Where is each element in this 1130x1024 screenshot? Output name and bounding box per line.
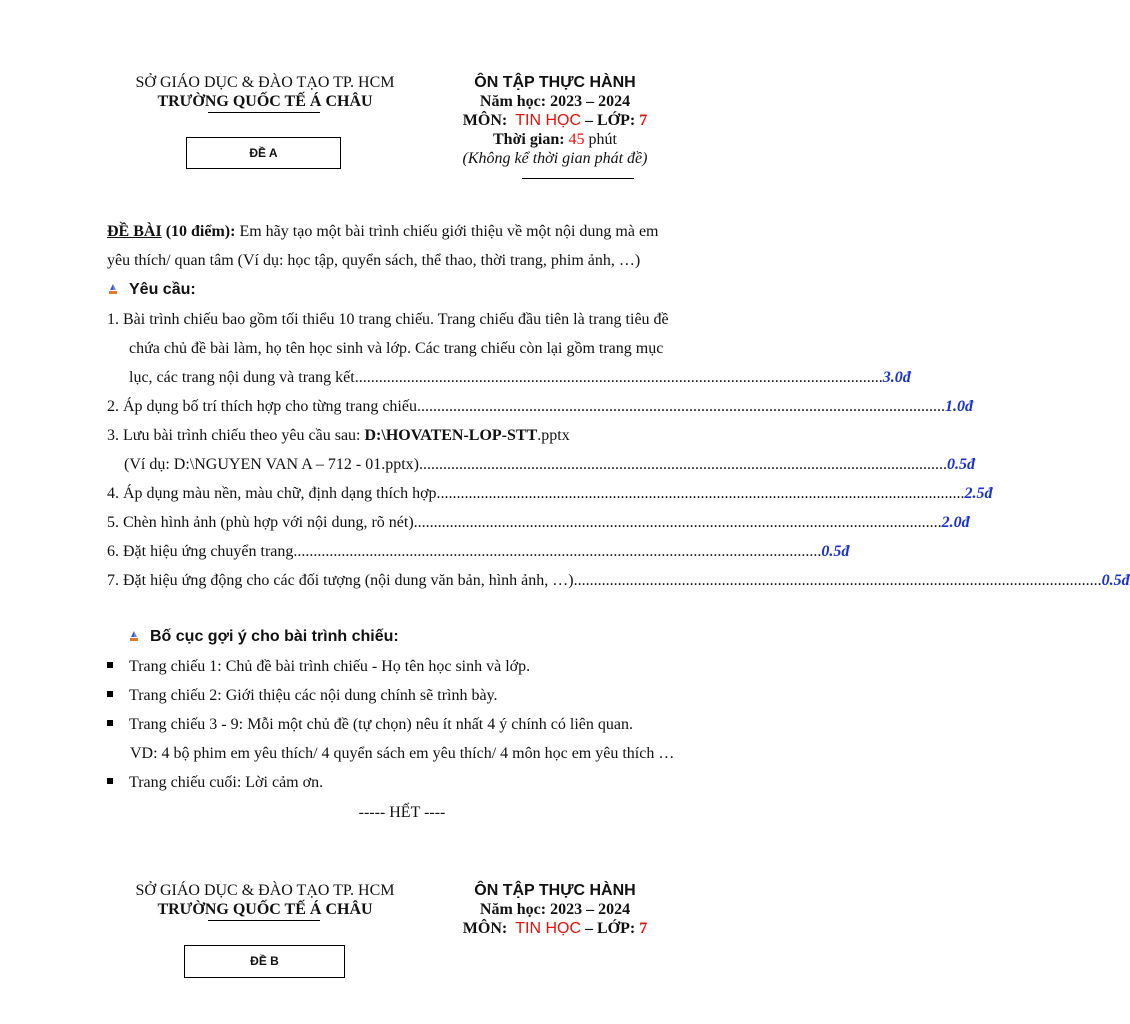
grade-value: 7 — [639, 920, 648, 937]
requirements-list — [107, 305, 1130, 595]
header-b-right — [405, 881, 705, 938]
square-bullet-icon — [107, 662, 113, 668]
dot-leader: .................................................................................................................................... — [573, 572, 1102, 589]
grade-label: – LỚP: — [585, 112, 636, 129]
req-item-1-text: lục, các trang nội dung và trang kết — [129, 369, 355, 386]
hint-2-text: Trang chiếu 2: Giới thiệu các nội dung chính sẽ trình bày. — [129, 687, 498, 704]
time-note: (Không kể thời gian phát đề) — [462, 150, 648, 167]
req-item-1-line-2: chứa chủ đề bài làm, họ tên học sinh và lớp. Các trang chiếu còn lại gồm trang mục — [129, 340, 664, 357]
exam-code-box-b: ĐỀ B — [184, 945, 345, 978]
req-item-5-score: 2.0đ — [941, 514, 970, 531]
header-b-left — [100, 881, 430, 919]
req-item-3-line-2 — [107, 450, 975, 479]
exam-title: ÔN TẬP THỰC HÀNH — [474, 882, 636, 899]
school-name: TRƯỜNG QUỐC TẾ Á CHÂU — [157, 901, 373, 918]
hint-4-text: Trang chiếu cuối: Lời cảm ơn. — [129, 774, 324, 791]
req-item-5-text: 5. Chèn hình ảnh (phù hợp với nội dung, rõ nét) — [107, 514, 414, 531]
req-item-2-text: 2. Áp dụng bố trí thích hợp cho từng trang chiếu — [107, 398, 417, 415]
grade-value: 7 — [639, 112, 648, 129]
dot-leader: .................................................................................................................................... — [293, 543, 822, 560]
task-line1: Em hãy tạo một bài trình chiếu giới thiệu về một nội dung mà em — [239, 223, 659, 240]
department-name: SỞ GIÁO DỤC & ĐÀO TẠO TP. HCM — [135, 882, 395, 899]
task-paragraph — [107, 217, 697, 275]
requirements-heading: Yêu cầu: — [129, 281, 196, 298]
list-item — [107, 652, 707, 681]
layout-heading: Bố cục gợi ý cho bài trình chiếu: — [150, 628, 399, 645]
time-label: Thời gian: — [493, 131, 565, 148]
hint-3-example: VD: 4 bộ phim em yêu thích/ 4 quyển sách em yêu thích/ 4 môn học em yêu thích … — [130, 745, 675, 762]
dot-leader: .................................................................................................................................... — [413, 514, 942, 531]
task-points: (10 điểm): — [165, 223, 236, 240]
req-item-1-score: 3.0đ — [882, 369, 911, 386]
school-underline — [208, 112, 320, 113]
school-name: TRƯỜNG QUỐC TẾ Á CHÂU — [157, 93, 373, 110]
hint-1-text: Trang chiếu 1: Chủ đề bài trình chiếu - Họ tên học sinh và lớp. — [129, 658, 531, 675]
year-label: Năm học: — [479, 901, 547, 918]
req-item-1-line-3 — [107, 363, 911, 392]
req-item-2 — [107, 392, 973, 421]
dot-leader: .................................................................................................................................... — [436, 485, 965, 502]
req-item-1-line-1: 1. Bài trình chiếu bao gồm tối thiểu 10 trang chiếu. Trang chiếu đầu tiên là trang tiêu đề — [107, 311, 669, 328]
requirements-heading-row — [107, 281, 196, 299]
year-value: 2023 – 2024 — [550, 93, 631, 110]
year-value: 2023 – 2024 — [550, 901, 631, 918]
end-marker: ----- HẾT ---- — [358, 804, 446, 821]
list-item — [107, 681, 707, 710]
square-bullet-icon — [107, 691, 113, 697]
req-item-4-text: 4. Áp dụng màu nền, màu chữ, định dạng thích hợp — [107, 485, 437, 502]
time-value: 45 — [568, 131, 585, 148]
req-item-3-path: D:\HOVATEN-LOP-STT — [364, 427, 538, 444]
req-item-4 — [107, 479, 993, 508]
header-a-right — [405, 73, 705, 168]
time-unit: phút — [588, 131, 617, 148]
req-item-7-text: 7. Đặt hiệu ứng động cho các đối tượng (nội dung văn bản, hình ảnh, …) — [107, 572, 574, 589]
square-bullet-icon — [107, 778, 113, 784]
req-item-3-prefix: 3. Lưu bài trình chiếu theo yêu cầu sau: — [107, 427, 365, 444]
subject-value: TIN HỌC — [515, 112, 581, 129]
list-item — [107, 710, 707, 739]
req-item-6-score: 0.5đ — [821, 543, 850, 560]
grade-label: – LỚP: — [585, 920, 636, 937]
req-item-7 — [107, 566, 1130, 595]
layout-hints-list — [107, 652, 707, 797]
req-item-3-score: 0.5đ — [946, 456, 975, 473]
task-heading: ĐỀ BÀI — [107, 223, 162, 240]
arrow-bullet-icon — [107, 283, 119, 295]
req-item-4-score: 2.5đ — [964, 485, 993, 502]
req-item-3-example: (Ví dụ: D:\NGUYEN VAN A – 712 - 01.pptx) — [124, 456, 419, 473]
subject-label: MÔN: — [462, 112, 508, 129]
req-item-6 — [107, 537, 850, 566]
arrow-bullet-icon — [128, 630, 140, 642]
req-item-7-score: 0.5đ — [1101, 572, 1130, 589]
req-item-5 — [107, 508, 970, 537]
dot-leader: .................................................................................................................................... — [354, 369, 883, 386]
req-item-3-ext: .pptx — [537, 427, 570, 444]
subject-label: MÔN: — [462, 920, 508, 937]
dot-leader: .................................................................................................................................... — [416, 398, 945, 415]
year-label: Năm học: — [479, 93, 547, 110]
list-item — [107, 768, 707, 797]
header-a-left — [100, 73, 430, 111]
req-item-2-score: 1.0đ — [944, 398, 973, 415]
exam-title: ÔN TẬP THỰC HÀNH — [474, 74, 636, 91]
hint-3-text: Trang chiếu 3 - 9: Mỗi một chủ đề (tự chọn) nêu ít nhất 4 ý chính có liên quan. — [129, 716, 633, 733]
subject-value: TIN HỌC — [515, 920, 581, 937]
req-item-6-text: 6. Đặt hiệu ứng chuyển trang — [107, 543, 294, 560]
req-item-3-line-1 — [107, 421, 697, 450]
layout-heading-row — [128, 628, 399, 646]
task-line2: yêu thích/ quan tâm (Ví dụ: học tập, quyển sách, thể thao, thời trang, phim ảnh, …) — [107, 252, 641, 269]
dot-leader: .................................................................................................................................... — [418, 456, 947, 473]
department-name: SỞ GIÁO DỤC & ĐÀO TẠO TP. HCM — [135, 74, 395, 91]
square-bullet-icon — [107, 720, 113, 726]
exam-code-box-a: ĐỀ A — [186, 137, 341, 169]
right-header-underline — [522, 178, 634, 179]
school-underline — [208, 920, 320, 921]
